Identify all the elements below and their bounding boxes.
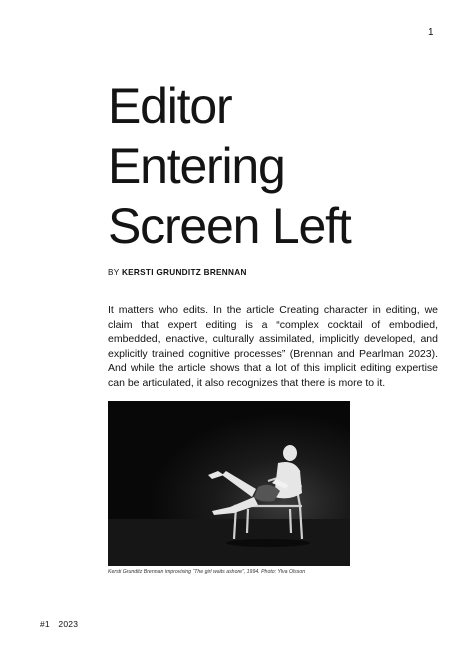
lead-paragraph: It matters who edits. In the article Creating character in editing, we claim that expert editing is a “complex cocktail of embodied, embedded, enactive, culturally assimilated, implicitly developed, and explicitly trained cognitive processes” (Brennan and Pearlman 2023). And while the article shows that a lot of this implicit editing expertise can be articulated, it also recognizes that there is more to it. [108, 304, 438, 389]
photo-caption: Kersti Grunditz Brennan improvising “The girl waits ashore”, 1994. Photo: Ylva Olsson [108, 569, 306, 575]
issue-number: #1 [40, 619, 50, 629]
page-number: 1 [428, 27, 434, 38]
title-line-1: Editor [108, 78, 232, 134]
article-title [108, 76, 351, 256]
author-name: KERSTI GRUNDITZ BRENNAN [121, 268, 247, 277]
title-line-2: Entering [108, 138, 285, 194]
byline [108, 268, 247, 277]
issue-year: 2023 [58, 619, 79, 629]
footer [40, 619, 78, 629]
byline-prefix: BY [108, 268, 120, 277]
performance-photo [108, 401, 350, 566]
title-line-3: Screen Left [108, 198, 351, 254]
